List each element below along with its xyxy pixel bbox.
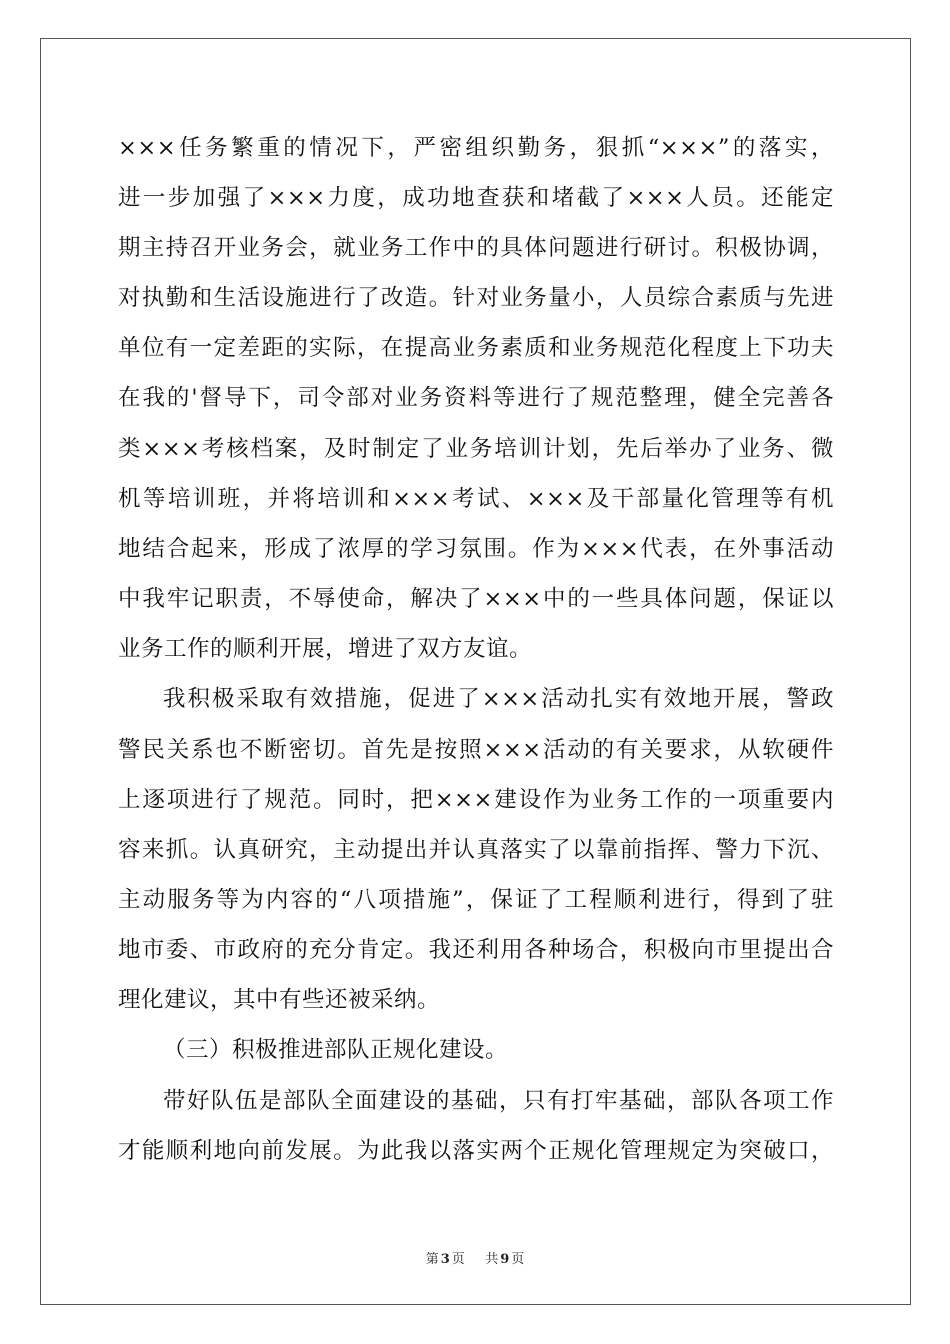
text-line: 进一步加强了×××力度，成功地查获和堵截了×××人员。还能定 (118, 185, 834, 211)
text-line: 理化建议，其中有些还被采纳。 (118, 987, 441, 1013)
text-line: 业务工作的顺利开展，增进了双方友谊。 (118, 636, 533, 662)
total-pages-indicator (483, 1252, 526, 1267)
page-footer (0, 1248, 950, 1267)
page-indicator (424, 1252, 467, 1267)
paragraph-first-line: 带好队伍是部队全面建设的基础，只有打牢基础，部队各项工作 (163, 1088, 834, 1114)
text-line: 地市委、市政府的充分肯定。我还利用各种场合，积极向市里提出合 (118, 937, 834, 963)
text-line: 机等培训班，并将培训和×××考试、×××及干部量化管理等有机 (118, 486, 834, 512)
text-line: 在我的'督导下，司令部对业务资料等进行了规范整理，健全完善各 (118, 385, 834, 411)
page-suffix: 页 (451, 1252, 465, 1267)
page-number: 3 (440, 1252, 450, 1267)
section-heading: （三）积极推进部队正规化建设。 (163, 1037, 509, 1063)
page-prefix: 第 (425, 1252, 439, 1267)
total-pages: 9 (500, 1252, 510, 1267)
total-prefix: 共 (485, 1252, 499, 1267)
text-line: 中我牢记职责，不辱使命，解决了×××中的一些具体问题，保证以 (118, 586, 834, 612)
paragraph-first-line: 我积极采取有效措施，促进了×××活动扎实有效地开展，警政 (163, 686, 834, 712)
text-line: 上逐项进行了规范。同时，把×××建设作为业务工作的一项重要内 (118, 787, 834, 813)
text-line: 警民关系也不断密切。首先是按照×××活动的有关要求，从软硬件 (118, 737, 834, 763)
total-suffix: 页 (511, 1252, 525, 1267)
text-line: 容来抓。认真研究，主动提出并认真落实了以靠前指挥、警力下沉、 (118, 837, 834, 863)
text-line: 类×××考核档案，及时制定了业务培训计划，先后举办了业务、微 (118, 436, 834, 462)
text-line: 单位有一定差距的实际，在提高业务素质和业务规范化程度上下功夫 (118, 335, 834, 361)
text-line: 期主持召开业务会，就业务工作中的具体问题进行研讨。积极协调， (118, 235, 834, 261)
text-line: ×××任务繁重的情况下，严密组织勤务，狠抓“×××”的落实， (118, 135, 834, 161)
text-line: 才能顺利地向前发展。为此我以落实两个正规化管理规定为突破口， (118, 1138, 834, 1164)
text-line: 地结合起来，形成了浓厚的学习氛围。作为×××代表，在外事活动 (118, 536, 834, 562)
text-line: 主动服务等为内容的“八项措施”，保证了工程顺利进行，得到了驻 (118, 887, 834, 913)
text-line: 对执勤和生活设施进行了改造。针对业务量小，人员综合素质与先进 (118, 285, 834, 311)
